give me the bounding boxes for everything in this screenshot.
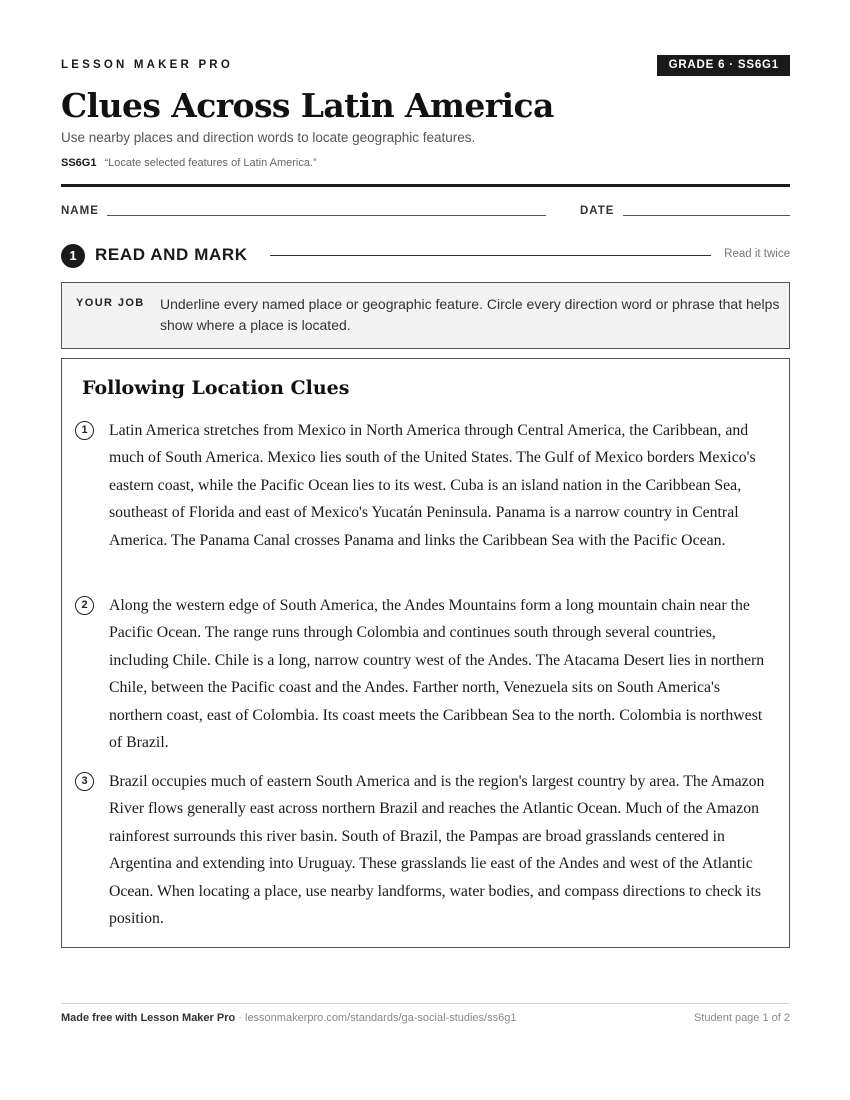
header-divider [61, 184, 790, 187]
paragraph-text: Along the western edge of South America, the Andes Mountains form a long mountain chain near the Pacific Ocean. The range runs through Colombia and continues south through several countries, including Chile. Chile is a long, narrow country west of the Andes. The Atacama Desert lies in northern Chile, between the Pacific coast and the Andes. Farther north, Venezuela sits on South America's northern coast, east of Colombia. Its coast meets the Caribbean Sea to the north. Colombia is northwest of Brazil. [109, 597, 765, 752]
grade-badge: GRADE 6 · SS6G1 [657, 55, 790, 76]
top-bar [61, 55, 790, 79]
page-title: Clues Across Latin America [61, 86, 554, 125]
passage-title: Following Location Clues [82, 377, 350, 399]
footer-url[interactable]: lessonmakerpro.com/standards/ga-social-studies/ss6g1 [245, 1012, 517, 1024]
name-field[interactable] [107, 215, 546, 216]
worksheet-page [61, 0, 790, 1100]
brand-name: LESSON MAKER PRO [61, 59, 233, 71]
section-title: READ AND MARK [95, 245, 248, 264]
paragraph-text: Latin America stretches from Mexico in North America through Central America, the Caribbean, and much of South America. Mexico lies south of the United States. The Gulf of Mexico borders Mexico's eastern coast, while the Pacific Ocean lies to its west. Cuba is an island nation in the Caribbean Sea, southeast of Florida and east of Mexico's Yucatán Peninsula. Panama is a narrow country in Central America. The Panama Canal crosses Panama and links the Caribbean Sea with the Pacific Ocean. [109, 422, 756, 549]
footer-credit [61, 1012, 516, 1024]
instructions-text: Underline every named place or geographic feature. Circle every direction word or phrase that helps show where a place is located. [160, 296, 780, 333]
footer-separator: · [235, 1012, 245, 1024]
standard-text: “Locate selected features of Latin America.” [104, 157, 317, 169]
footer-divider [61, 1003, 790, 1004]
section-rule [270, 255, 711, 256]
standard-line [61, 157, 317, 169]
section-number-badge: 1 [61, 244, 85, 268]
section-note: Read it twice [724, 248, 790, 260]
section-header [61, 243, 790, 269]
name-label: NAME [61, 205, 99, 217]
paragraph-text: Brazil occupies much of eastern South America and is the region's largest country by area. The Amazon River flows generally east across northern Brazil and reaches the Atlantic Ocean. Much of the Amazon rainforest surrounds this river basin. South of Brazil, the Pampas are broad grasslands centered in Argentina and extending into Uruguay. These grasslands lie east of the Andes and west of the Atlantic Ocean. When locating a place, use nearby landforms, water bodies, and compass directions to check its position. [109, 773, 765, 928]
page-subtitle: Use nearby places and direction words to locate geographic features. [61, 130, 476, 145]
footer-page-number: Student page 1 of 2 [693, 1012, 790, 1024]
reading-passage [61, 358, 790, 948]
date-field[interactable] [623, 215, 790, 216]
instructions-label: YOUR JOB [76, 297, 145, 309]
standard-code: SS6G1 [61, 157, 97, 169]
paragraph-number: 1 [75, 421, 94, 440]
paragraph-number: 3 [75, 772, 94, 791]
instructions-box [61, 282, 790, 349]
paragraph-number: 2 [75, 596, 94, 615]
date-label: DATE [580, 205, 615, 217]
footer-made-by: Made free with Lesson Maker Pro [61, 1012, 236, 1024]
